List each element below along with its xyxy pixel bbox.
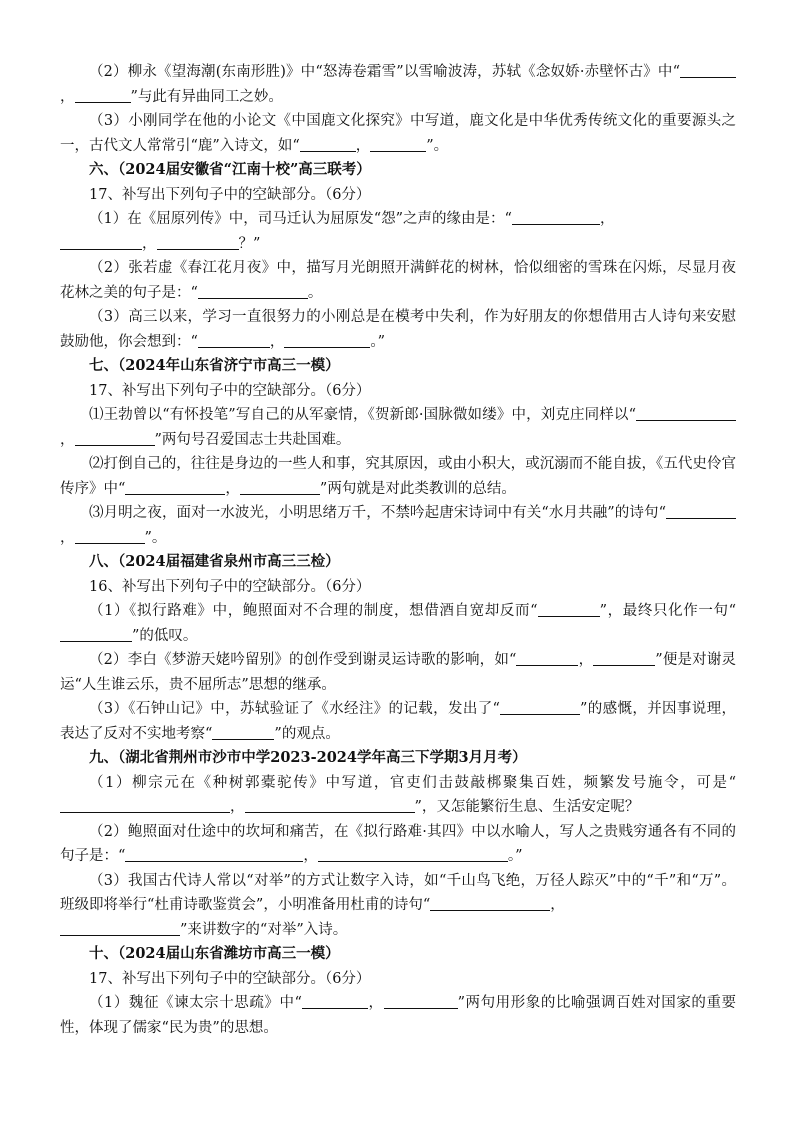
answer-blank[interactable]: [538, 599, 600, 617]
question-text: ”。: [426, 137, 449, 154]
question-item: [60, 648, 736, 697]
document-page: [60, 60, 736, 1040]
question-item: [60, 501, 736, 550]
question-text: （2）李白《梦游天姥吟留别》的创作受到谢灵运诗歌的影响，如“: [89, 652, 517, 668]
answer-blank[interactable]: [75, 85, 131, 103]
answer-blank[interactable]: [384, 991, 458, 1009]
section-heading: 八、（2024届福建省泉州市高三三检）: [89, 553, 340, 570]
question-text: ”，又怎能繁衍生息、生活安定呢？: [414, 799, 640, 815]
answer-blank[interactable]: [636, 403, 736, 421]
answer-blank[interactable]: [60, 918, 180, 936]
question-text: ，: [142, 235, 157, 252]
answer-blank[interactable]: [60, 624, 132, 642]
question-text: ，: [60, 88, 75, 105]
question-item: [60, 771, 736, 820]
question-text: ，: [303, 848, 318, 864]
question-text: ”来讲数字的“对举”入诗。: [180, 921, 348, 938]
answer-blank[interactable]: [212, 722, 274, 740]
question-text: （2）柳永《望海潮(东南形胜)》中“怒涛卷霜雪”以雪喻波涛，苏轼《念奴娇·赤壁怀古》中“: [89, 64, 680, 80]
question-text: ，: [60, 431, 75, 448]
question-item: [60, 697, 736, 746]
question-instruction: 17、补写出下列句子中的空缺部分。（6分）: [89, 186, 371, 203]
answer-blank[interactable]: [302, 991, 368, 1009]
question-item: [60, 820, 736, 869]
question-text: （2）鲍照面对仕途中的坎坷和痛苦，在《拟行路难·其四》中以水喻人，写人之贵贱穷通各有不同的句子是：“: [60, 823, 736, 864]
question-text: ？”: [238, 235, 261, 252]
answer-blank[interactable]: [60, 232, 142, 250]
question-text: ”的观点。: [274, 725, 340, 742]
answer-blank[interactable]: [198, 330, 270, 348]
question-text: ⑵打倒自己的，往往是身边的一些人和事，究其原因，或由小积大，或沉溺而不能自拔，《五代史伶官传序》中“: [60, 456, 736, 497]
question-text: ，: [367, 995, 384, 1011]
question-text: ”的感慨，并因事说理，表达了反对不实地考察“: [60, 701, 736, 742]
question-text: ”与此有异曲同工之妙。: [130, 88, 283, 105]
answer-blank[interactable]: [198, 281, 308, 299]
answer-blank[interactable]: [430, 893, 550, 911]
answer-blank[interactable]: [512, 207, 600, 225]
answer-blank[interactable]: [370, 134, 426, 152]
question-item: [60, 256, 736, 305]
question-instruction: 17、补写出下列句子中的空缺部分。（6分）: [89, 970, 371, 987]
answer-blank[interactable]: [157, 232, 239, 250]
answer-blank[interactable]: [516, 648, 578, 666]
question-text: ，: [230, 799, 245, 815]
question-item: [60, 452, 736, 501]
question-text: ，: [355, 137, 371, 154]
question-text: ”便是对谢灵运“人生谁云乐，贵不屈所志”思想的继承。: [60, 652, 737, 693]
answer-blank[interactable]: [500, 697, 580, 715]
question-item: [60, 599, 736, 648]
section-heading: 六、（2024届安徽省“江南十校”高三联考）: [89, 161, 371, 178]
answer-blank[interactable]: [75, 526, 145, 544]
question-text: （3）高三以来，学习一直很努力的小刚总是在模考中失利，作为好朋友的你想借用古人诗句来安慰鼓励他，你会想到：“: [60, 309, 736, 350]
answer-blank[interactable]: [75, 428, 155, 446]
section-heading: 十、（2024届山东省潍坊市高三一模）: [89, 945, 340, 962]
question-item: [60, 991, 736, 1040]
question-text: （3）我国古代诗人常以“对举”的方式让数字入诗，如“千山鸟飞绝，万径人踪灭”中的“千”和“万”。班级即将举行“杜甫诗歌鉴赏会”，小明准备用杜甫的诗句“: [60, 872, 736, 913]
question-text: （1）柳宗元在《种树郭橐驼传》中写道，官吏们击鼓敲梆聚集百姓，频繁发号施令，可是“: [89, 774, 736, 791]
question-text: ，: [60, 529, 75, 546]
question-text: （1）魏征《谏太宗十思疏》中“: [89, 995, 302, 1011]
question-text: ”的低叹。: [132, 627, 198, 644]
question-text: 。”: [370, 333, 386, 350]
question-text: （1）《拟行路难》中，鲍照面对不合理的制度，想借酒自宽却反而“: [89, 603, 538, 619]
question-text: ⑶月明之夜，面对一水波光，小明思绪万千，不禁吟起唐宋诗词中有关“水月共融”的诗句“: [89, 505, 666, 521]
question-item: [60, 403, 736, 452]
question-item: [60, 60, 736, 109]
question-text: ⑴王勃曾以“有怀投笔”写自己的从军豪情，《贺新郎·国脉微如缕》中，刘克庄同样以“: [89, 407, 636, 423]
section-heading: 七、（2024年山东省济宁市高三一模）: [89, 357, 340, 374]
answer-blank[interactable]: [284, 330, 370, 348]
question-item: [60, 109, 736, 158]
section-heading: 九、（湖北省荆州市沙市中学2023-2024学年高三下学期3月月考）: [89, 749, 527, 766]
answer-blank[interactable]: [240, 477, 320, 495]
answer-blank[interactable]: [125, 477, 225, 495]
question-text: 。”: [507, 848, 523, 864]
question-text: （1）在《屈原列传》中，司马迁认为屈原发“怨”之声的缘由是：“: [89, 211, 512, 227]
question-text: ”两句用形象的比喻强调百姓对国家的重要性，体现了儒家“民为贵”的思想。: [60, 995, 736, 1036]
question-item: [60, 869, 736, 943]
answer-blank[interactable]: [666, 501, 736, 519]
answer-blank[interactable]: [125, 844, 303, 862]
question-text: ”两句号召爱国志士共赴国难。: [154, 431, 351, 448]
question-text: ，: [269, 333, 285, 350]
answer-blank[interactable]: [300, 134, 356, 152]
question-text: （2）张若虚《春江花月夜》中，描写月光朗照开满鲜花的树林，恰似细密的雪珠在闪烁，尽显月夜花林之美的句子是：“: [60, 260, 736, 301]
question-instruction: 16、补写出下列句子中的空缺部分。（6分）: [89, 578, 371, 595]
question-text: ，: [599, 211, 615, 227]
answer-blank[interactable]: [593, 648, 655, 666]
answer-blank[interactable]: [245, 795, 415, 813]
question-item: [60, 305, 736, 354]
question-instruction: 17、补写出下列句子中的空缺部分。（6分）: [89, 382, 371, 399]
question-text: （3）《石钟山记》中，苏轼验证了《水经注》的记载，发出了“: [89, 701, 500, 717]
question-text: ”，最终只化作一句“: [599, 603, 737, 619]
question-text: ，: [225, 480, 240, 497]
question-text: 。: [307, 284, 323, 301]
question-item: [60, 207, 736, 256]
answer-blank[interactable]: [60, 795, 230, 813]
answer-blank[interactable]: [318, 844, 508, 862]
question-text: ”。: [144, 529, 167, 546]
question-text: ”两句就是对此类教训的总结。: [319, 480, 516, 497]
question-text: ，: [578, 652, 594, 668]
question-text: ，: [550, 897, 565, 913]
question-text: （3）小刚同学在他的小论文《中国鹿文化探究》中写道，鹿文化是中华优秀传统文化的重要源头之一，古代文人常常引“鹿”入诗文，如“: [60, 113, 736, 154]
answer-blank[interactable]: [680, 60, 736, 78]
